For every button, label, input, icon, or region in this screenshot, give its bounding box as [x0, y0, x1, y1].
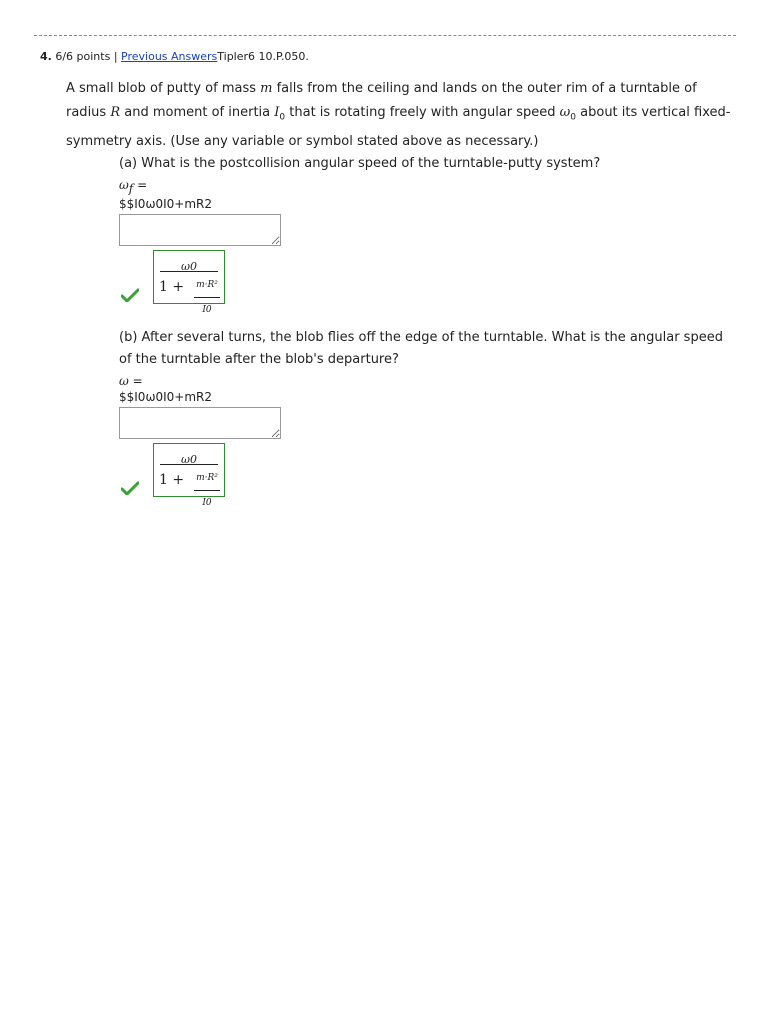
- part-a: [119, 153, 729, 316]
- part-a-result: [119, 250, 729, 316]
- part-b: [119, 327, 729, 508]
- formula-numerator: ω0: [181, 260, 197, 274]
- checkmark-icon: [121, 481, 139, 495]
- question-header: [40, 50, 309, 63]
- equals-sign: =: [133, 178, 148, 192]
- formula-inner-fraction: [194, 467, 220, 514]
- fraction-bar: [160, 464, 218, 465]
- omega-symbol: ω: [119, 178, 129, 192]
- problem-text: and moment of inertia: [120, 105, 275, 120]
- variable-i: I: [274, 105, 280, 120]
- part-a-question: (a) What is the postcollision angular speed of the turntable-putty system?: [119, 156, 601, 171]
- variable-m: m: [260, 81, 273, 96]
- inner-denominator: I0: [202, 305, 212, 316]
- part-b-raw-answer: $$I0ω0I0+mR2: [119, 390, 213, 404]
- variable-r: R: [110, 105, 121, 120]
- previous-answers-link[interactable]: Previous Answers: [121, 50, 218, 63]
- inner-denominator: I0: [202, 498, 212, 508]
- part-b-answer-label: [119, 373, 729, 389]
- part-a-raw-answer: $$I0ω0I0+mR2: [119, 197, 213, 212]
- part-b-answer-input[interactable]: [119, 407, 281, 439]
- inner-fraction-bar: [194, 490, 220, 491]
- part-b-question: (b) After several turns, the blob flies off the edge of the turntable. What is the angular speed of the turntable after the blob's departure?: [119, 330, 723, 367]
- inner-numerator: m·R²: [196, 473, 218, 483]
- problem-text: that is rotating freely with angular speed: [285, 105, 560, 120]
- question-number: 4.: [40, 50, 52, 63]
- part-a-answer-label: [119, 177, 729, 196]
- inner-numerator: m·R²: [196, 280, 218, 291]
- formula-inner-fraction: [194, 274, 220, 321]
- fraction-bar: [160, 271, 218, 272]
- inner-fraction-bar: [194, 297, 220, 298]
- problem-text: about its vertical fixed-symmetry axis. (Use any variable or symbol stated above as necessary.): [66, 105, 731, 149]
- part-a-answer-input[interactable]: [119, 214, 281, 246]
- part-b-submitted-formula: [153, 443, 225, 508]
- part-a-submitted-formula: [153, 250, 225, 316]
- problem-id: Tipler6 10.P.050.: [217, 50, 309, 63]
- points-score: 6/6 points |: [55, 50, 118, 63]
- variable-omega-subscript: 0: [570, 112, 577, 123]
- variable-omega: ω: [559, 105, 571, 120]
- omega-subscript: f: [128, 181, 134, 196]
- equals-sign: =: [128, 374, 143, 388]
- part-b-result: [119, 443, 729, 508]
- problem-text: A small blob of putty of mass: [66, 81, 261, 96]
- omega-symbol: ω: [119, 374, 129, 388]
- problem-text: falls from the ceiling and lands on the outer rim of a turntable of radius: [66, 81, 697, 120]
- variable-i-subscript: 0: [279, 112, 286, 123]
- problem-statement: [66, 77, 736, 154]
- formula-numerator: ω0: [181, 453, 197, 466]
- checkmark-icon: [121, 288, 139, 302]
- formula-denominator-lead: 1 +: [159, 472, 185, 488]
- divider: [34, 35, 736, 36]
- formula-denominator-lead: 1 +: [159, 279, 185, 296]
